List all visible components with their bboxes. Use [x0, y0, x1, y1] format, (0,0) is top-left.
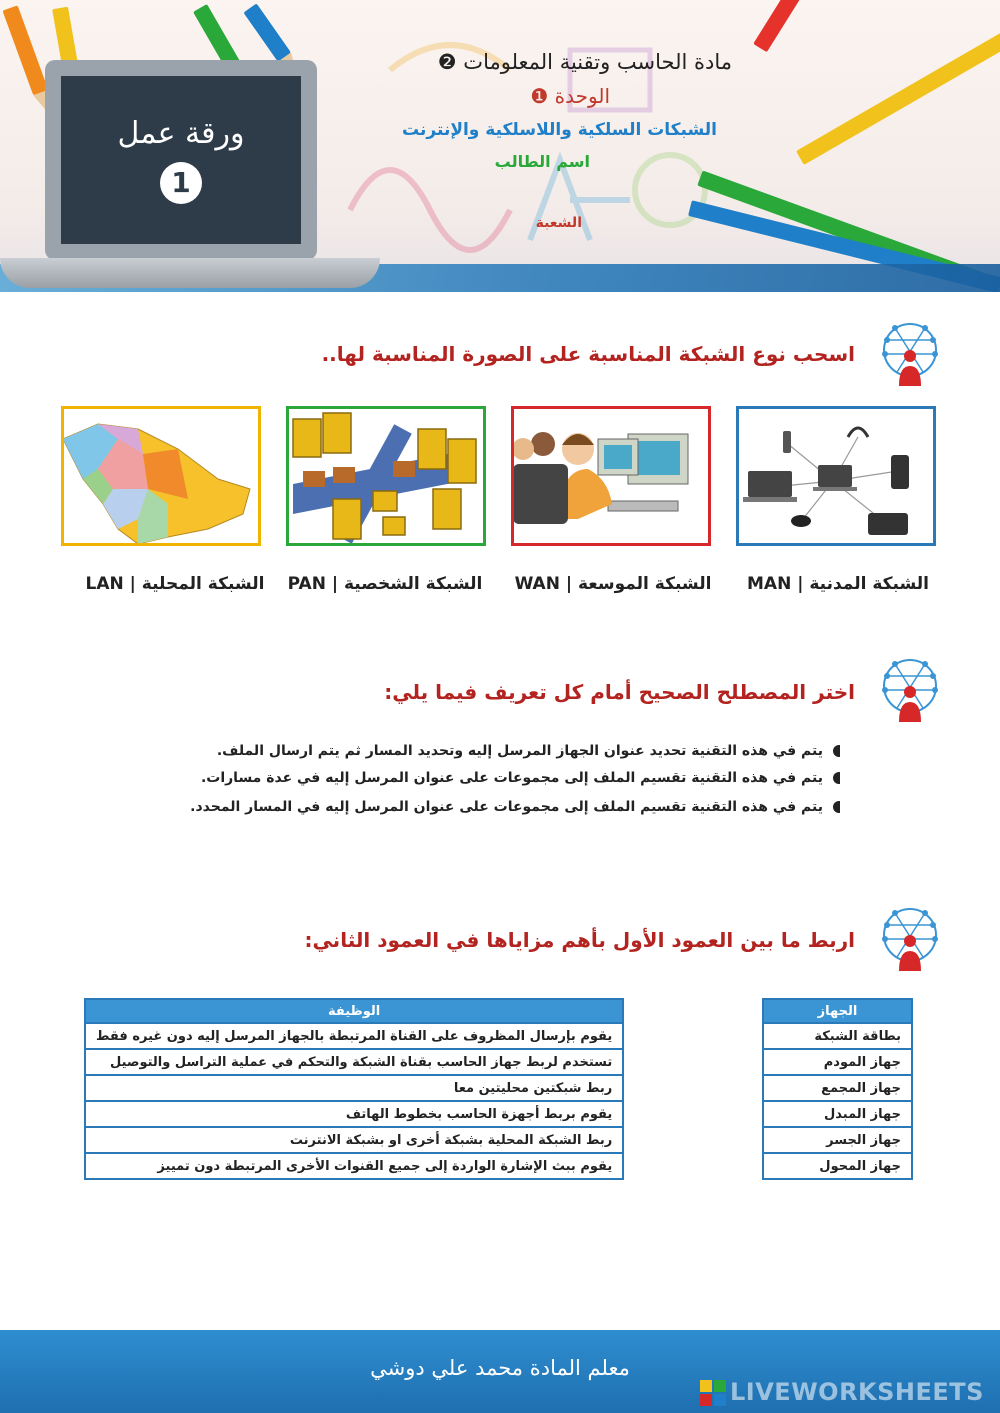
network-person-icon	[875, 905, 945, 975]
definition-item: يتم في هذه التقنية تقسيم الملف إلى مجموعات على عنوان المرسل إليه في المسار المحدد.	[190, 799, 840, 815]
label-wan[interactable]: الشبكة الموسعة | WAN	[514, 574, 712, 594]
network-person-icon	[875, 320, 945, 390]
label-man[interactable]: الشبكة المدنية | MAN	[747, 574, 929, 594]
devices-table	[762, 998, 913, 1180]
subject-title: مادة الحاسب وتقنية المعلومات ❷	[437, 50, 732, 74]
header-banner	[0, 0, 1000, 292]
section2-title: اختر المصطلح الصحيح أمام كل تعريف فيما يلي:	[384, 680, 855, 704]
device-cell[interactable]: جهاز المحول	[763, 1153, 912, 1179]
worksheet-number: 1	[160, 162, 202, 204]
function-cell[interactable]: ربط الشبكة المحلية بشبكة أخرى او بشبكة الانترنت	[85, 1127, 623, 1153]
teacher-name: معلم المادة محمد علي دوشي	[370, 1356, 630, 1380]
laptop-illustration	[45, 60, 317, 260]
buildings-city-illustration	[286, 409, 483, 546]
section1-title: اسحب نوع الشبكة المناسبة على الصورة المناسبة لها..	[321, 342, 855, 366]
functions-table	[84, 998, 624, 1180]
definition-item: يتم في هذه التقنية تقسيم الملف إلى مجموعات على عنوان المرسل إليه في عدة مسارات.	[201, 770, 840, 786]
function-cell[interactable]: ربط شبكتين محليتين معا	[85, 1075, 623, 1101]
laptop-base	[0, 258, 380, 288]
device-cell[interactable]: جهاز المجمع	[763, 1075, 912, 1101]
device-cell[interactable]: جهاز المبدل	[763, 1101, 912, 1127]
unit-title: الوحدة ❶	[530, 84, 610, 108]
pan-image-drop-zone[interactable]	[286, 406, 486, 546]
function-cell[interactable]: يقوم ببث الإشارة الواردة إلى جميع القنوات الأخرى المرتبطة دون تمييز	[85, 1153, 623, 1179]
liveworksheets-logo-icon	[700, 1380, 726, 1406]
network-person-icon	[875, 656, 945, 726]
definition-item: يتم في هذه التقنية تحديد عنوان الجهاز المرسل إليه وتحديد المسار ثم يتم ارسال الملف.	[217, 743, 840, 759]
wan-image-drop-zone[interactable]	[511, 406, 711, 546]
liveworksheets-watermark: LIVEWORKSHEETS	[700, 1378, 984, 1406]
function-cell[interactable]: يقوم بربط أجهزة الحاسب بخطوط الهاتف	[85, 1101, 623, 1127]
saudi-map-illustration	[61, 409, 258, 546]
section3-title: اربط ما بين العمود الأول بأهم مزاياها في العمود الثاني:	[304, 928, 855, 952]
label-pan[interactable]: الشبكة الشخصية | PAN	[287, 574, 483, 594]
function-cell[interactable]: تستخدم لربط جهاز الحاسب بقناة الشبكة والتحكم في عملية التراسل والتوصيل	[85, 1049, 623, 1075]
functions-header: الوظيفة	[85, 999, 623, 1023]
label-lan[interactable]: الشبكة المحلية | LAN	[85, 574, 265, 594]
device-cell[interactable]: جهاز المودم	[763, 1049, 912, 1075]
topic-title: الشبكات السلكية واللاسلكية والإنترنت	[402, 120, 717, 140]
devices-header: الجهاز	[763, 999, 912, 1023]
lan-image-drop-zone[interactable]	[61, 406, 261, 546]
man-image-drop-zone[interactable]	[736, 406, 936, 546]
devices-network-illustration	[736, 409, 933, 546]
footer-band	[0, 1330, 1000, 1413]
worksheet-title: ورقة عمل	[117, 116, 245, 151]
function-cell[interactable]: يقوم بإرسال المظروف على القناة المرتبطة بالجهاز المرسل إليه دون غيره فقط	[85, 1023, 623, 1049]
device-cell[interactable]: بطاقة الشبكة	[763, 1023, 912, 1049]
people-computers-illustration	[511, 409, 708, 546]
device-cell[interactable]: جهاز الجسر	[763, 1127, 912, 1153]
student-name-label: اسم الطالب	[494, 152, 590, 171]
class-label: الشعبة	[535, 215, 582, 231]
